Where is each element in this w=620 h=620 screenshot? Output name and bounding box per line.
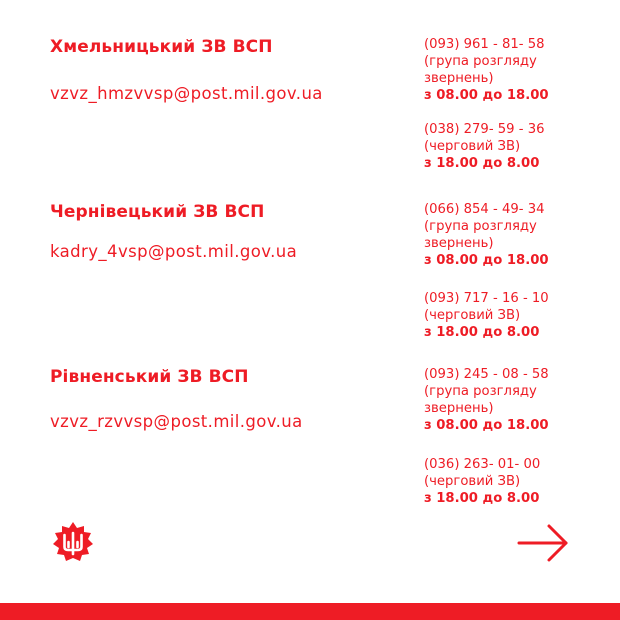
phone-hours: з 08.00 до 18.00 [424,88,549,103]
phone-description: звернень) [424,401,494,416]
phone-hours: з 08.00 до 18.00 [424,253,549,268]
phone-description: (черговий ЗВ) [424,139,521,154]
phone-number[interactable]: (038) 279- 59 - 36 [424,122,545,137]
unit-name-khmelnytskyi: Хмельницький ЗВ ВСП [50,37,273,57]
arrow-right-icon[interactable] [517,523,569,563]
phone-block-khmelnytskyi-group [424,36,549,104]
phone-block-chernivtsi-duty [424,290,549,341]
phone-hours: з 18.00 до 8.00 [424,156,540,171]
phone-description: звернень) [424,71,494,86]
unit-name-rivne: Рівненський ЗВ ВСП [50,367,249,387]
unit-email-khmelnytskyi[interactable]: vzvz_hmzvvsp@post.mil.gov.ua [50,84,323,103]
phone-description: (група розгляду [424,384,537,399]
phone-number[interactable]: (093) 961 - 81- 58 [424,37,545,52]
phone-number[interactable]: (093) 245 - 08 - 58 [424,367,549,382]
phone-number[interactable]: (093) 717 - 16 - 10 [424,291,549,306]
unit-email-chernivtsi[interactable]: kadry_4vsp@post.mil.gov.ua [50,242,298,261]
phone-hours: з 18.00 до 8.00 [424,325,540,340]
unit-email-rivne[interactable]: vzvz_rzvvsp@post.mil.gov.ua [50,412,303,431]
phone-block-rivne-duty [424,456,540,507]
bottom-bar [0,603,620,620]
phone-number[interactable]: (036) 263- 01- 00 [424,457,541,472]
phone-description: (черговий ЗВ) [424,474,521,489]
phone-description: (група розгляду [424,219,537,234]
phone-description: звернень) [424,236,494,251]
unit-name-chernivtsi: Чернівецький ЗВ ВСП [50,202,265,222]
phone-description: (черговий ЗВ) [424,308,521,323]
phone-number[interactable]: (066) 854 - 49- 34 [424,202,545,217]
phone-hours: з 08.00 до 18.00 [424,418,549,433]
phone-block-rivne-group [424,366,549,434]
phone-block-khmelnytskyi-duty [424,121,544,172]
phone-block-chernivtsi-group [424,201,549,269]
trident-emblem-icon [52,521,94,563]
phone-description: (група розгляду [424,54,537,69]
phone-hours: з 18.00 до 8.00 [424,491,540,506]
